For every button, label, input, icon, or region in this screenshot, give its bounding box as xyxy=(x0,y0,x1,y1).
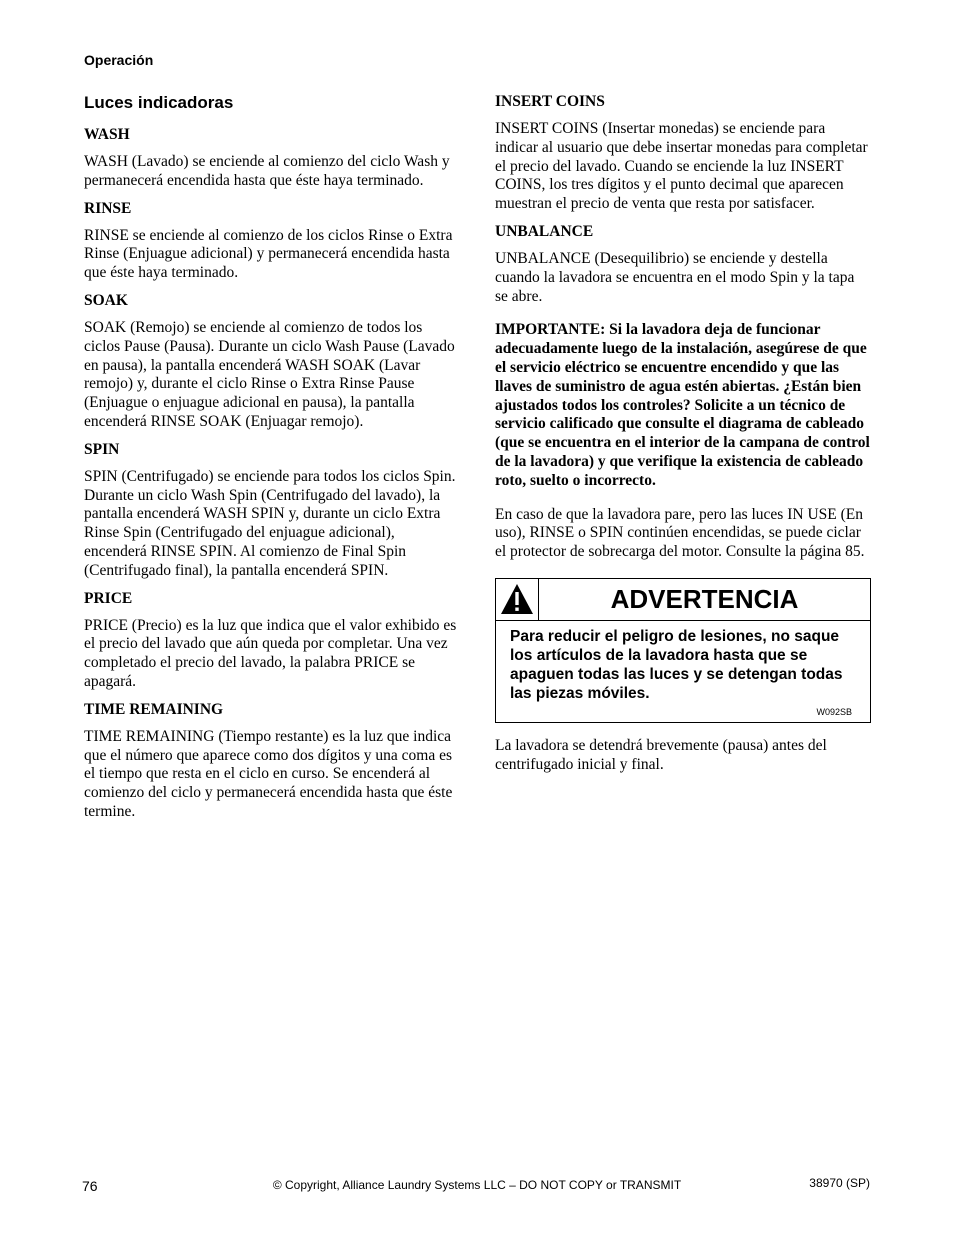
overload-note: En caso de que la lavadora pare, pero las luces IN USE (En uso), RINSE o SPIN continúen encendidas, se puede ciclar el protector de sobrecarga del motor. Consulte la página 85. xyxy=(495,505,865,561)
warning-header xyxy=(496,579,870,621)
indicator-unbalance xyxy=(495,222,871,306)
item-title: UNBALANCE xyxy=(495,222,594,240)
item-text: SOAK (Remojo) se enciende al comienzo de todos los ciclos Pause (Pausa). Durante un ciclo Wash Pause (Lavado en pausa), la pantalla encenderá WASH SOAK (Lavar remojo) y, durante el ciclo Rinse o Extra Rinse Pause (Enjuague o enjuague adicional en pausa), la pantalla encenderá RINSE SOAK (Enjuagar remojo). xyxy=(84,318,455,430)
item-title: SOAK xyxy=(84,291,128,309)
warning-title: ADVERTENCIA xyxy=(610,583,799,614)
item-title: TIME REMAINING xyxy=(84,700,224,718)
item-text: PRICE (Precio) es la luz que indica que el valor exhibido es el precio del lavado que aún queda por completar. Una vez completado el precio del lavado, la palabra PRICE se apagará. xyxy=(84,616,457,690)
item-text: TIME REMAINING (Tiempo restante) es la luz que indica que el número que aparece como dos dígitos y una coma es el tiempo que resta en el ciclo en curso. Se encenderá al comienzo del ciclo y permanecerá encendida hasta que éste termine. xyxy=(84,727,453,820)
warning-triangle-icon xyxy=(500,583,534,615)
warning-code: W092SB xyxy=(816,706,852,717)
important-note: IMPORTANTE: Si la lavadora deja de funcionar adecuadamente luego de la instalación, asegúrese de que el servicio eléctrico se encuentre encendido y que las llaves de suministro de agua estén abiertas. ¿Están bien ajustados todos los controles? Solicite a un técnico de servicio calificado que consulte el diagrama de cableado (que se encuentra en el interior de la campana de control de la lavadora) y que verifique la existencia de cableado roto, suelto o incorrecto. xyxy=(495,321,870,489)
item-text: RINSE se enciende al comienzo de los ciclos Rinse o Extra Rinse (Enjuague adicional) y permanecerá encendida hasta que éste haya terminado. xyxy=(84,226,453,282)
indicator-spin xyxy=(84,440,459,581)
warning-text: Para reducir el peligro de lesiones, no saque los artículos de la lavadora hasta que se apaguen todas las luces y se detengan todas las piezas móviles. xyxy=(510,627,843,702)
indicator-rinse xyxy=(84,199,459,283)
document-number: 38970 (SP) xyxy=(809,1176,870,1190)
right-column xyxy=(495,92,871,783)
warning-icon-cell xyxy=(496,579,539,620)
left-column xyxy=(84,92,459,830)
page-number: 76 xyxy=(82,1178,98,1194)
item-text: UNBALANCE (Desequilibrio) se enciende y destella cuando la lavadora se encuentra en el modo Spin y la tapa se abre. xyxy=(495,249,855,305)
page-footer xyxy=(0,1176,954,1196)
indicator-time-remaining xyxy=(84,700,459,822)
item-title: SPIN xyxy=(84,440,120,458)
indicator-wash xyxy=(84,125,459,191)
pause-note: La lavadora se detendrá brevemente (pausa) antes del centrifugado inicial y final. xyxy=(495,736,827,773)
indicator-insert-coins xyxy=(495,92,871,214)
copyright-notice: © Copyright, Alliance Laundry Systems LLC – DO NOT COPY or TRANSMIT xyxy=(272,1178,682,1192)
section-title: Luces indicadoras xyxy=(84,93,234,112)
item-title: WASH xyxy=(84,126,130,143)
running-header: Operación xyxy=(84,52,154,68)
item-text: INSERT COINS (Insertar monedas) se enciende para indicar al usuario que debe insertar monedas para completar el precio del lavado. Cuando se enciende la luz INSERT COINS, los tres dígitos y el punto decimal que aparecen muestran el precio de venta que resta por satisfacer. xyxy=(495,120,868,213)
indicator-soak xyxy=(84,291,459,432)
item-title: PRICE xyxy=(84,589,133,607)
indicator-price xyxy=(84,589,459,692)
item-title: RINSE xyxy=(84,199,132,217)
item-text: SPIN (Centrifugado) se enciende para todos los ciclos Spin. Durante un ciclo Wash Spin (Centrifugado del lavado), la pantalla encenderá WASH SPIN y, durante un ciclo Extra Rinse Spin (Centrifugado del enjuague adicional), encenderá RINSE SPIN. Al comienzo de Final Spin (Centrifugado final), la pantalla encenderá SPIN. xyxy=(84,467,456,579)
item-text: WASH (Lavado) se enciende al comienzo del ciclo Wash y permanecerá encendida hasta que éste haya terminado. xyxy=(84,153,450,189)
item-title: INSERT COINS xyxy=(495,93,605,110)
warning-box xyxy=(495,578,871,723)
